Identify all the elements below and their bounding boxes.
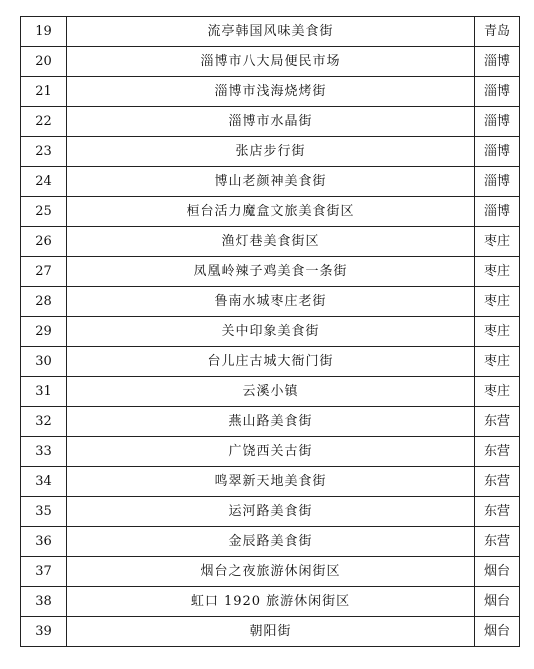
city-cell: 烟台 — [475, 587, 520, 617]
city-cell: 淄博 — [475, 47, 520, 77]
city-cell: 烟台 — [475, 557, 520, 587]
table-row — [21, 197, 520, 227]
table-row — [21, 317, 520, 347]
row-number-cell: 37 — [21, 557, 67, 587]
street-name-cell: 流亭韩国风味美食街 — [67, 17, 475, 47]
city-cell: 淄博 — [475, 197, 520, 227]
city-cell: 淄博 — [475, 137, 520, 167]
street-name-cell: 淄博市八大局便民市场 — [67, 47, 475, 77]
street-name-cell: 关中印象美食街 — [67, 317, 475, 347]
city-cell: 东营 — [475, 437, 520, 467]
city-cell: 枣庄 — [475, 227, 520, 257]
city-cell: 枣庄 — [475, 317, 520, 347]
street-name-cell: 桓台活力魔盒文旅美食街区 — [67, 197, 475, 227]
city-cell: 枣庄 — [475, 257, 520, 287]
table-row — [21, 467, 520, 497]
row-number-cell: 35 — [21, 497, 67, 527]
row-number-cell: 33 — [21, 437, 67, 467]
table-row — [21, 497, 520, 527]
city-cell: 东营 — [475, 527, 520, 557]
street-name-cell: 朝阳街 — [67, 617, 475, 647]
row-number-cell: 34 — [21, 467, 67, 497]
street-name-cell: 渔灯巷美食街区 — [67, 227, 475, 257]
table-row — [21, 527, 520, 557]
table-body — [21, 17, 520, 647]
city-cell: 枣庄 — [475, 347, 520, 377]
street-name-cell: 广饶西关古街 — [67, 437, 475, 467]
row-number-cell: 20 — [21, 47, 67, 77]
table-row — [21, 347, 520, 377]
table-row — [21, 257, 520, 287]
table-row — [21, 407, 520, 437]
street-name-cell: 鲁南水城枣庄老街 — [67, 287, 475, 317]
row-number-cell: 38 — [21, 587, 67, 617]
street-name-cell: 烟台之夜旅游休闲街区 — [67, 557, 475, 587]
row-number-cell: 27 — [21, 257, 67, 287]
row-number-cell: 21 — [21, 77, 67, 107]
city-cell: 枣庄 — [475, 377, 520, 407]
street-name-cell: 云溪小镇 — [67, 377, 475, 407]
table-row — [21, 107, 520, 137]
table-row — [21, 167, 520, 197]
table-row — [21, 587, 520, 617]
street-name-cell: 金辰路美食街 — [67, 527, 475, 557]
city-cell: 枣庄 — [475, 287, 520, 317]
row-number-cell: 31 — [21, 377, 67, 407]
city-cell: 烟台 — [475, 617, 520, 647]
table-row — [21, 287, 520, 317]
table-row — [21, 227, 520, 257]
row-number-cell: 24 — [21, 167, 67, 197]
table-row — [21, 377, 520, 407]
row-number-cell: 30 — [21, 347, 67, 377]
row-number-cell: 23 — [21, 137, 67, 167]
table-row — [21, 137, 520, 167]
row-number-cell: 26 — [21, 227, 67, 257]
street-name-cell: 台儿庄古城大衙门街 — [67, 347, 475, 377]
food-street-table — [20, 16, 520, 647]
row-number-cell: 32 — [21, 407, 67, 437]
row-number-cell: 22 — [21, 107, 67, 137]
row-number-cell: 19 — [21, 17, 67, 47]
street-name-cell: 燕山路美食街 — [67, 407, 475, 437]
city-cell: 淄博 — [475, 167, 520, 197]
row-number-cell: 29 — [21, 317, 67, 347]
food-street-table-container — [20, 16, 516, 647]
city-cell: 淄博 — [475, 107, 520, 137]
street-name-cell: 鸣翠新天地美食街 — [67, 467, 475, 497]
row-number-cell: 25 — [21, 197, 67, 227]
street-name-cell: 运河路美食街 — [67, 497, 475, 527]
street-name-cell: 张店步行街 — [67, 137, 475, 167]
table-row — [21, 47, 520, 77]
table-row — [21, 437, 520, 467]
table-row — [21, 17, 520, 47]
table-row — [21, 77, 520, 107]
street-name-cell: 淄博市水晶街 — [67, 107, 475, 137]
street-name-cell: 博山老颜神美食街 — [67, 167, 475, 197]
city-cell: 东营 — [475, 407, 520, 437]
row-number-cell: 36 — [21, 527, 67, 557]
table-row — [21, 617, 520, 647]
row-number-cell: 28 — [21, 287, 67, 317]
street-name-cell: 凤凰岭辣子鸡美食一条街 — [67, 257, 475, 287]
street-name-cell: 虹口 1920 旅游休闲街区 — [67, 587, 475, 617]
table-row — [21, 557, 520, 587]
street-name-cell: 淄博市浅海烧烤街 — [67, 77, 475, 107]
row-number-cell: 39 — [21, 617, 67, 647]
city-cell: 青岛 — [475, 17, 520, 47]
city-cell: 东营 — [475, 467, 520, 497]
city-cell: 淄博 — [475, 77, 520, 107]
city-cell: 东营 — [475, 497, 520, 527]
